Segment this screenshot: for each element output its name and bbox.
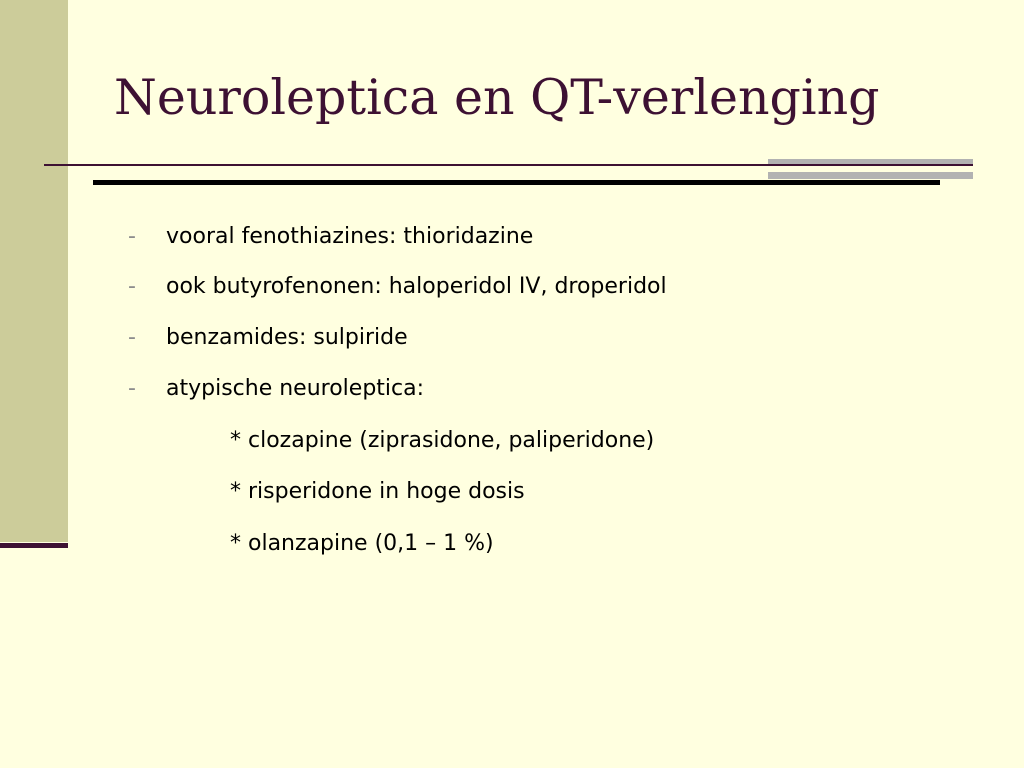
slide-title: Neuroleptica en QT-verlenging bbox=[114, 69, 880, 126]
sub-list-item: * risperidone in hoge dosis bbox=[230, 479, 525, 504]
sub-list-item: * olanzapine (0,1 – 1 %) bbox=[230, 531, 494, 556]
bullet-marker: - bbox=[128, 274, 136, 299]
bullet-marker: - bbox=[128, 224, 136, 249]
bullet-marker: - bbox=[128, 376, 136, 401]
bullet-text: atypische neuroleptica: bbox=[166, 376, 425, 401]
bullet-text: benzamides: sulpiride bbox=[166, 325, 408, 350]
sub-list-item: * clozapine (ziprasidone, paliperidone) bbox=[230, 428, 655, 453]
title-divider-thick bbox=[93, 180, 940, 185]
bullet-text: ook butyrofenonen: haloperidol IV, droperidol bbox=[166, 274, 667, 299]
title-divider-thin bbox=[44, 164, 973, 166]
bullet-marker: - bbox=[128, 325, 136, 350]
left-decorative-band bbox=[0, 0, 68, 542]
left-band-underline bbox=[0, 543, 68, 548]
bullet-text: vooral fenothiazines: thioridazine bbox=[166, 224, 534, 249]
gray-accent-bar-bottom bbox=[768, 172, 973, 179]
